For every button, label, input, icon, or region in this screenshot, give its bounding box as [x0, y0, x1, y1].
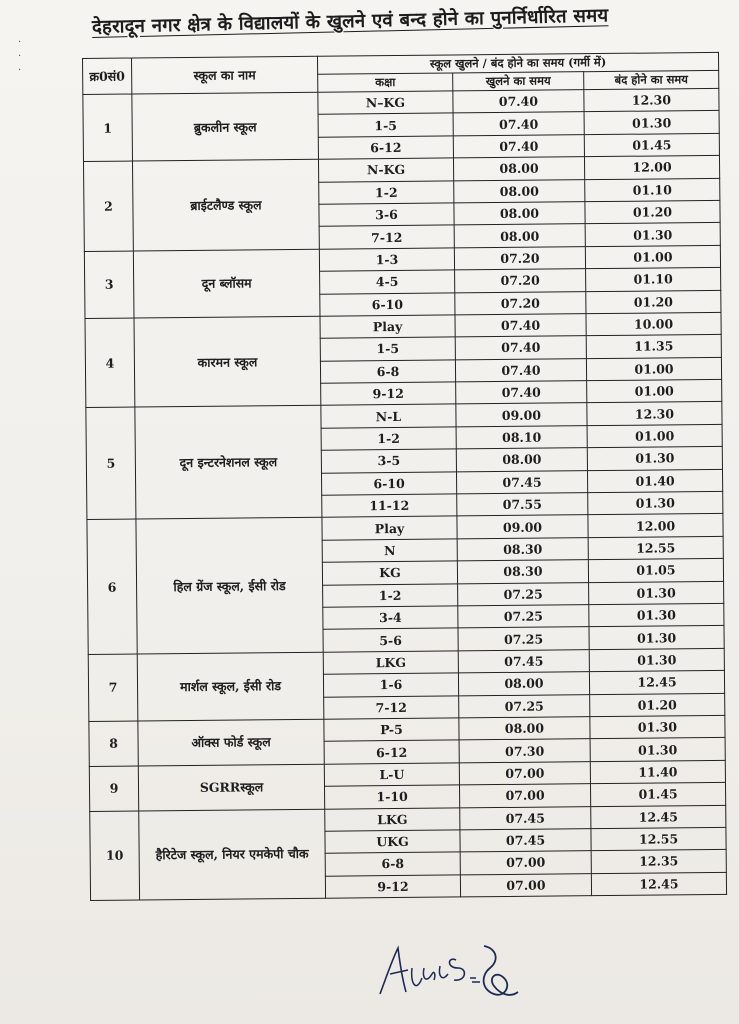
opening-time-cell: 08.00	[456, 448, 587, 472]
closing-time-cell: 01.40	[587, 469, 722, 493]
closing-time-cell: 12.55	[591, 827, 726, 851]
closing-time-cell: 12.00	[584, 156, 719, 180]
class-cell: 6-8	[320, 360, 455, 384]
serial-cell: 6	[87, 519, 137, 654]
closing-time-cell: 12.00	[588, 514, 723, 538]
closing-time-cell: 12.30	[587, 402, 722, 426]
opening-time-cell: 08.30	[457, 560, 588, 584]
class-cell: LKG	[323, 651, 458, 675]
class-cell: 1-3	[319, 248, 454, 272]
signature	[372, 938, 522, 1006]
opening-time-cell: 07.45	[460, 806, 591, 830]
timing-table	[82, 52, 727, 901]
closing-time-cell: 01.30	[585, 223, 720, 247]
opening-time-cell: 08.00	[454, 224, 585, 248]
class-cell: 7-12	[319, 225, 454, 249]
class-cell: 11-12	[322, 494, 457, 518]
serial-header: क्र0सं0	[83, 58, 132, 94]
opening-time-cell: 07.45	[458, 649, 589, 673]
school-name-cell: SGRRस्कूल	[138, 764, 324, 811]
closing-time-cell: 01.30	[584, 111, 719, 135]
class-cell: N	[322, 539, 457, 563]
class-cell: 1-2	[321, 427, 456, 451]
class-cell: 6-12	[324, 740, 459, 764]
serial-cell: 7	[88, 654, 138, 722]
opening-time-cell: 08.30	[457, 537, 588, 561]
closing-time-cell: 01.45	[590, 782, 725, 806]
class-cell: UKG	[325, 830, 460, 854]
closing-time-cell: 01.30	[589, 626, 724, 650]
opening-time-cell: 07.25	[458, 582, 589, 606]
closing-time-cell: 01.10	[586, 268, 721, 292]
closing-time-cell: 01.20	[586, 290, 721, 314]
opening-time-cell: 07.40	[455, 336, 586, 360]
class-cell: 9-12	[321, 382, 456, 406]
timing-group-header: स्कूल खुलने / बंद होने का समय (गर्मी में)	[317, 52, 718, 74]
class-header: कक्षा	[318, 73, 453, 92]
closing-time-cell: 12.45	[591, 872, 726, 896]
closing-time-cell: 01.20	[585, 200, 720, 224]
opening-time-cell: 07.40	[456, 381, 587, 405]
school-name-cell: मार्शल स्कूल, ईसी रोड	[137, 652, 324, 721]
margin-marks: · · ·	[18, 37, 22, 76]
class-cell: KG	[322, 561, 457, 585]
class-cell: 6-10	[321, 472, 456, 496]
opening-time-cell: 07.45	[456, 470, 587, 494]
class-cell: 3-5	[321, 449, 456, 473]
opening-time-cell: 08.00	[453, 157, 584, 181]
school-name-cell: ब्रुकलीन स्कूल	[132, 92, 319, 161]
closing-time-cell: 01.30	[587, 447, 722, 471]
class-cell: 6-10	[320, 292, 455, 316]
class-cell: N–KG	[318, 91, 453, 115]
school-name-cell: दून इन्टरनेशनल स्कूल	[135, 406, 322, 520]
closing-time-cell: 11.35	[586, 335, 721, 359]
opening-time-cell: 07.40	[453, 90, 584, 114]
class-cell: L-U	[324, 763, 459, 787]
class-cell: N-L	[321, 404, 456, 428]
closing-time-cell: 01.00	[586, 357, 721, 381]
class-cell: LKG	[325, 807, 460, 831]
opening-time-cell: 08.00	[459, 717, 590, 741]
closing-time-cell: 01.05	[588, 559, 723, 583]
school-name-cell: ब्राईटलैण्ड स्कूल	[132, 159, 319, 250]
document-title: देहरादून नगर क्षेत्र के विद्यालयों के खुलने एवं बन्द होने का पुनर्निर्धारित समय	[91, 5, 609, 38]
opening-time-cell: 07.25	[458, 605, 589, 629]
opening-time-cell: 07.40	[455, 358, 586, 382]
class-cell: 7-12	[324, 695, 459, 719]
serial-cell: 5	[86, 407, 136, 519]
opening-time-cell: 07.55	[457, 493, 588, 517]
class-cell: 1-6	[323, 673, 458, 697]
closing-time-cell: 01.30	[589, 603, 724, 627]
class-cell: 5-6	[323, 628, 458, 652]
opening-time-cell: 07.25	[459, 694, 590, 718]
school-name-cell: दून ब्लॉसम	[133, 249, 320, 318]
closing-time-cell: 01.10	[585, 178, 720, 202]
closing-header: बंद होने का समय	[584, 70, 719, 89]
school-name-header: स्कूल का नाम	[132, 56, 318, 94]
opening-header: खुलने का समय	[453, 72, 584, 91]
class-cell: Play	[320, 315, 455, 339]
class-cell: P-5	[324, 718, 459, 742]
closing-time-cell: 01.00	[587, 424, 722, 448]
class-cell: 3-4	[323, 606, 458, 630]
serial-cell: 3	[84, 251, 134, 319]
serial-cell: 1	[83, 94, 133, 162]
serial-cell: 10	[90, 810, 140, 900]
school-name-cell: हिल ग्रेंज स्कूल, ईसी रोड	[136, 518, 323, 654]
opening-time-cell: 07.20	[455, 291, 586, 315]
opening-time-cell: 07.20	[454, 246, 585, 270]
closing-time-cell: 11.40	[590, 760, 725, 784]
closing-time-cell: 12.55	[588, 536, 723, 560]
opening-time-cell: 07.20	[455, 269, 586, 293]
table-body	[83, 88, 727, 900]
closing-time-cell: 01.20	[590, 693, 725, 717]
school-name-cell: कारमन स्कूल	[134, 316, 321, 407]
opening-time-cell: 07.00	[460, 873, 591, 897]
class-cell: 3-6	[319, 203, 454, 227]
opening-time-cell: 07.40	[453, 112, 584, 136]
class-cell: 1-5	[320, 337, 455, 361]
closing-time-cell: 01.30	[590, 715, 725, 739]
opening-time-cell: 09.00	[456, 403, 587, 427]
serial-cell: 9	[89, 766, 138, 811]
opening-time-cell: 07.00	[460, 851, 591, 875]
closing-time-cell: 01.30	[589, 581, 724, 605]
opening-time-cell: 08.00	[458, 672, 589, 696]
opening-time-cell: 08.10	[456, 426, 587, 450]
school-name-cell: हैरिटेज स्कूल, नियर एमकेपी चौक	[139, 809, 326, 900]
class-cell: Play	[322, 516, 457, 540]
closing-time-cell: 01.00	[585, 245, 720, 269]
closing-time-cell: 12.30	[584, 88, 719, 112]
opening-time-cell: 07.00	[459, 784, 590, 808]
closing-time-cell: 01.30	[589, 648, 724, 672]
class-cell: 4-5	[320, 270, 455, 294]
class-cell: 1-2	[323, 584, 458, 608]
closing-time-cell: 01.30	[590, 738, 725, 762]
serial-cell: 4	[85, 318, 135, 408]
closing-time-cell: 12.45	[589, 671, 724, 695]
closing-time-cell: 01.30	[588, 491, 723, 515]
closing-time-cell: 12.35	[591, 850, 726, 874]
class-cell: 6-8	[325, 852, 460, 876]
opening-time-cell: 07.25	[458, 627, 589, 651]
class-cell: 9-12	[325, 875, 460, 899]
opening-time-cell: 08.00	[454, 179, 585, 203]
class-cell: 1-5	[318, 113, 453, 137]
class-cell: 1-10	[325, 785, 460, 809]
class-cell: 1-2	[319, 181, 454, 205]
closing-time-cell: 10.00	[586, 312, 721, 336]
opening-time-cell: 09.00	[457, 515, 588, 539]
opening-time-cell: 07.40	[453, 134, 584, 158]
opening-time-cell: 07.40	[455, 314, 586, 338]
serial-cell: 8	[89, 721, 138, 766]
serial-cell: 2	[83, 161, 133, 251]
opening-time-cell: 07.00	[459, 761, 590, 785]
class-cell: 6-12	[318, 136, 453, 160]
closing-time-cell: 12.45	[591, 805, 726, 829]
school-name-cell: ऑक्स फोर्ड स्कूल	[138, 719, 324, 766]
class-cell: N-KG	[318, 158, 453, 182]
closing-time-cell: 01.45	[584, 133, 719, 157]
closing-time-cell: 01.00	[587, 379, 722, 403]
opening-time-cell: 08.00	[454, 202, 585, 226]
opening-time-cell: 07.30	[459, 739, 590, 763]
opening-time-cell: 07.45	[460, 829, 591, 853]
